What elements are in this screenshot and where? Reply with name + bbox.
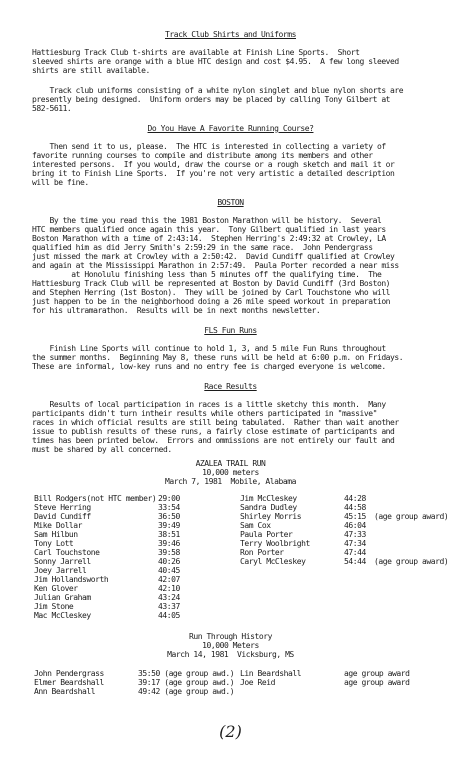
result-runner-name: David Cundiff	[34, 512, 91, 521]
race-distance: 10,000 Meters	[202, 641, 259, 650]
paragraph-line: must be shared by all concerned.	[32, 445, 172, 454]
race-title: AZALEA TRAIL RUN	[195, 459, 266, 468]
paragraph-line: Boston Marathon with a time of 2:43:14. Stephen Herring's 2:49:32 at Crowley, LA	[32, 234, 386, 243]
paragraph-line: and Stephen Herring (1st Boston). They will be joined by Carl Touchstone who will	[32, 288, 391, 297]
race-title: Run Through History	[189, 632, 272, 641]
race-date-place: March 14, 1981 Vicksburg, MS	[167, 650, 294, 659]
paragraph-line: HTC members qualified once again this year. Tony Gilbert qualified in last years	[32, 225, 386, 234]
result-time: 33:54	[158, 503, 180, 512]
result-runner-name: Mac McCleskey	[34, 611, 91, 620]
result-time: 47:34	[344, 539, 366, 548]
result-award: age group award	[344, 678, 410, 687]
paragraph-line: just missed the mark at Crowley with a 2:50:42. David Cundiff qualified at Crowley	[32, 252, 395, 261]
paragraph-line: and again at the Mississippi Marathon in 2:57:49. Paula Porter recorded a near miss	[32, 261, 399, 270]
section-heading	[0, 198, 461, 207]
paragraph-line: for his ultramarathon. Results will be in next months newsletter.	[32, 306, 321, 315]
paragraph-line: Then send it to us, please. The HTC is interested in collecting a variety of	[32, 142, 386, 151]
section-heading-text: Race Results	[204, 382, 257, 391]
paragraph-line: qualified him as did Jerry Smith's 2:59:29 in the same race. John Pendergrass	[32, 243, 373, 252]
result-award: (age group award)	[374, 557, 449, 566]
result-time: 49:42 (age group awd.)	[138, 687, 235, 696]
paragraph-line: races in which official results are still being tabulated. Rather than wait another	[32, 418, 399, 427]
paragraph-line: 582-5611.	[32, 104, 72, 113]
result-runner-name: Ron Porter	[240, 548, 284, 557]
result-runner-name: Sam Hilbun	[34, 530, 78, 539]
result-runner-name: Jim Hollandsworth	[34, 575, 109, 584]
result-runner-name: Ken Glover	[34, 584, 78, 593]
result-runner-name: Caryl McCleskey	[240, 557, 306, 566]
result-time: 44:28	[344, 494, 366, 503]
result-runner-name: Lin Beardshall	[240, 669, 302, 678]
paragraph-line: bring it to Finish Line Sports. If you're not very artistic a detailed description	[32, 169, 395, 178]
result-time: 45:15	[344, 512, 366, 521]
result-runner-name: Mike Dollar	[34, 521, 83, 530]
result-time: 35:50 (age group awd.)	[138, 669, 235, 678]
section-heading	[0, 124, 461, 133]
result-runner-name: Elmer Beardshall	[34, 678, 104, 687]
result-time: 43:24	[158, 593, 180, 602]
paragraph-line: issue to publish results of these runs, a fairly close estimate of participants and	[32, 427, 395, 436]
paragraph-line: By the time you read this the 1981 Boston Marathon will be history. Several	[32, 216, 382, 225]
result-time: 36:50	[158, 512, 180, 521]
paragraph-line: Results of local participation in races is a little sketchy this month. Many	[32, 400, 386, 409]
result-time: 46:04	[344, 521, 366, 530]
result-runner-name: Sonny Jarrell	[34, 557, 91, 566]
paragraph-line: the summer months. Beginning May 8, these runs will be held at 6:00 p.m. on Fridays.	[32, 353, 404, 362]
paragraph-line: Hattiesburg Track Club will be represented at Boston by David Cundiff (3rd Boston)	[32, 279, 391, 288]
paragraph-line: interested persons. If you would, draw the course or a rough sketch and mail it or	[32, 160, 395, 169]
section-heading-text: BOSTON	[217, 198, 244, 207]
result-time: 42:10	[158, 584, 180, 593]
section-heading	[0, 382, 461, 391]
paragraph-line: favorite running courses to compile and distribute among its members and other	[32, 151, 373, 160]
paragraph-line: Track club uniforms consisting of a white nylon singlet and blue nylon shorts are	[32, 86, 404, 95]
result-runner-name: Paula Porter	[240, 530, 293, 539]
result-runner-name: Steve Herring	[34, 503, 91, 512]
result-runner-name: Tony Lott	[34, 539, 74, 548]
result-time: 54:44	[344, 557, 366, 566]
section-heading-text: Track Club Shirts and Uniforms	[165, 30, 296, 39]
paragraph-line: just happen to be in the neighborhood doing a 26 mile speed workout in preparation	[32, 297, 391, 306]
result-runner-name: Julian Graham	[34, 593, 91, 602]
result-runner-name: Joey Jarrell	[34, 566, 87, 575]
result-runner-name: Shirley Morris	[240, 512, 302, 521]
section-heading	[0, 326, 461, 335]
result-time: 39:46	[158, 539, 180, 548]
result-runner-name: Sandra Dudley	[240, 503, 297, 512]
section-heading	[0, 30, 461, 39]
result-time: 47:33	[344, 530, 366, 539]
result-award: age group award	[344, 669, 410, 678]
result-time: 38:51	[158, 530, 180, 539]
result-time: 39:17 (age group awd.)	[138, 678, 235, 687]
section-heading-text: FLS Fun Runs	[204, 326, 257, 335]
result-time: 44:05	[158, 611, 180, 620]
paragraph-line: times has been printed below. Errors and ommissions are not entirely our fault and	[32, 436, 395, 445]
result-time: 39:49	[158, 521, 180, 530]
result-runner-name: Ann Beardshall	[34, 687, 96, 696]
paragraph-line: Hattiesburg Track Club t-shirts are available at Finish Line Sports. Short	[32, 48, 360, 57]
result-time: 40:26	[158, 557, 180, 566]
result-time: 29:00	[158, 494, 180, 503]
paragraph-line: will be fine.	[32, 178, 89, 187]
page-number: (2)	[219, 722, 242, 741]
result-award: (age group award)	[374, 512, 449, 521]
result-time: 40:45	[158, 566, 180, 575]
result-runner-name: Sam Cox	[240, 521, 271, 530]
paragraph-line: participants didn't turn intheir results while others participated in "massive"	[32, 409, 377, 418]
result-runner-name: Carl Touchstone	[34, 548, 100, 557]
result-runner-name: John Pendergrass	[34, 669, 104, 678]
result-time: 44:58	[344, 503, 366, 512]
paragraph-line: These are informal, low-key runs and no entry fee is charged everyone is welcome.	[32, 362, 386, 371]
paragraph-line: sleeved shirts are orange with a blue HTC design and cost $4.95. A few long sleeved	[32, 57, 399, 66]
result-runner-name: Jim Stone	[34, 602, 74, 611]
result-time: 39:58	[158, 548, 180, 557]
paragraph-line: at Honolulu finishing less than 5 minutes off the qualifying time. The	[32, 270, 382, 279]
section-heading-text: Do You Have A Favorite Running Course?	[147, 124, 314, 133]
result-runner-name: Jim McCleskey	[240, 494, 297, 503]
race-distance: 10,000 meters	[202, 468, 259, 477]
result-time: 42:07	[158, 575, 180, 584]
result-time: 43:37	[158, 602, 180, 611]
paragraph-line: presently being designed. Uniform orders may be placed by calling Tony Gilbert at	[32, 95, 391, 104]
result-time: 47:44	[344, 548, 366, 557]
result-runner-name: Joe Reid	[240, 678, 275, 687]
result-runner-name: Terry Woolbright	[240, 539, 310, 548]
result-runner-name: Bill Rodgers(not HTC member)	[34, 494, 157, 503]
race-date-place: March 7, 1981 Mobile, Alabama	[165, 477, 296, 486]
paragraph-line: Finish Line Sports will continue to hold 1, 3, and 5 mile Fun Runs throughout	[32, 344, 386, 353]
paragraph-line: shirts are still available.	[32, 66, 150, 75]
